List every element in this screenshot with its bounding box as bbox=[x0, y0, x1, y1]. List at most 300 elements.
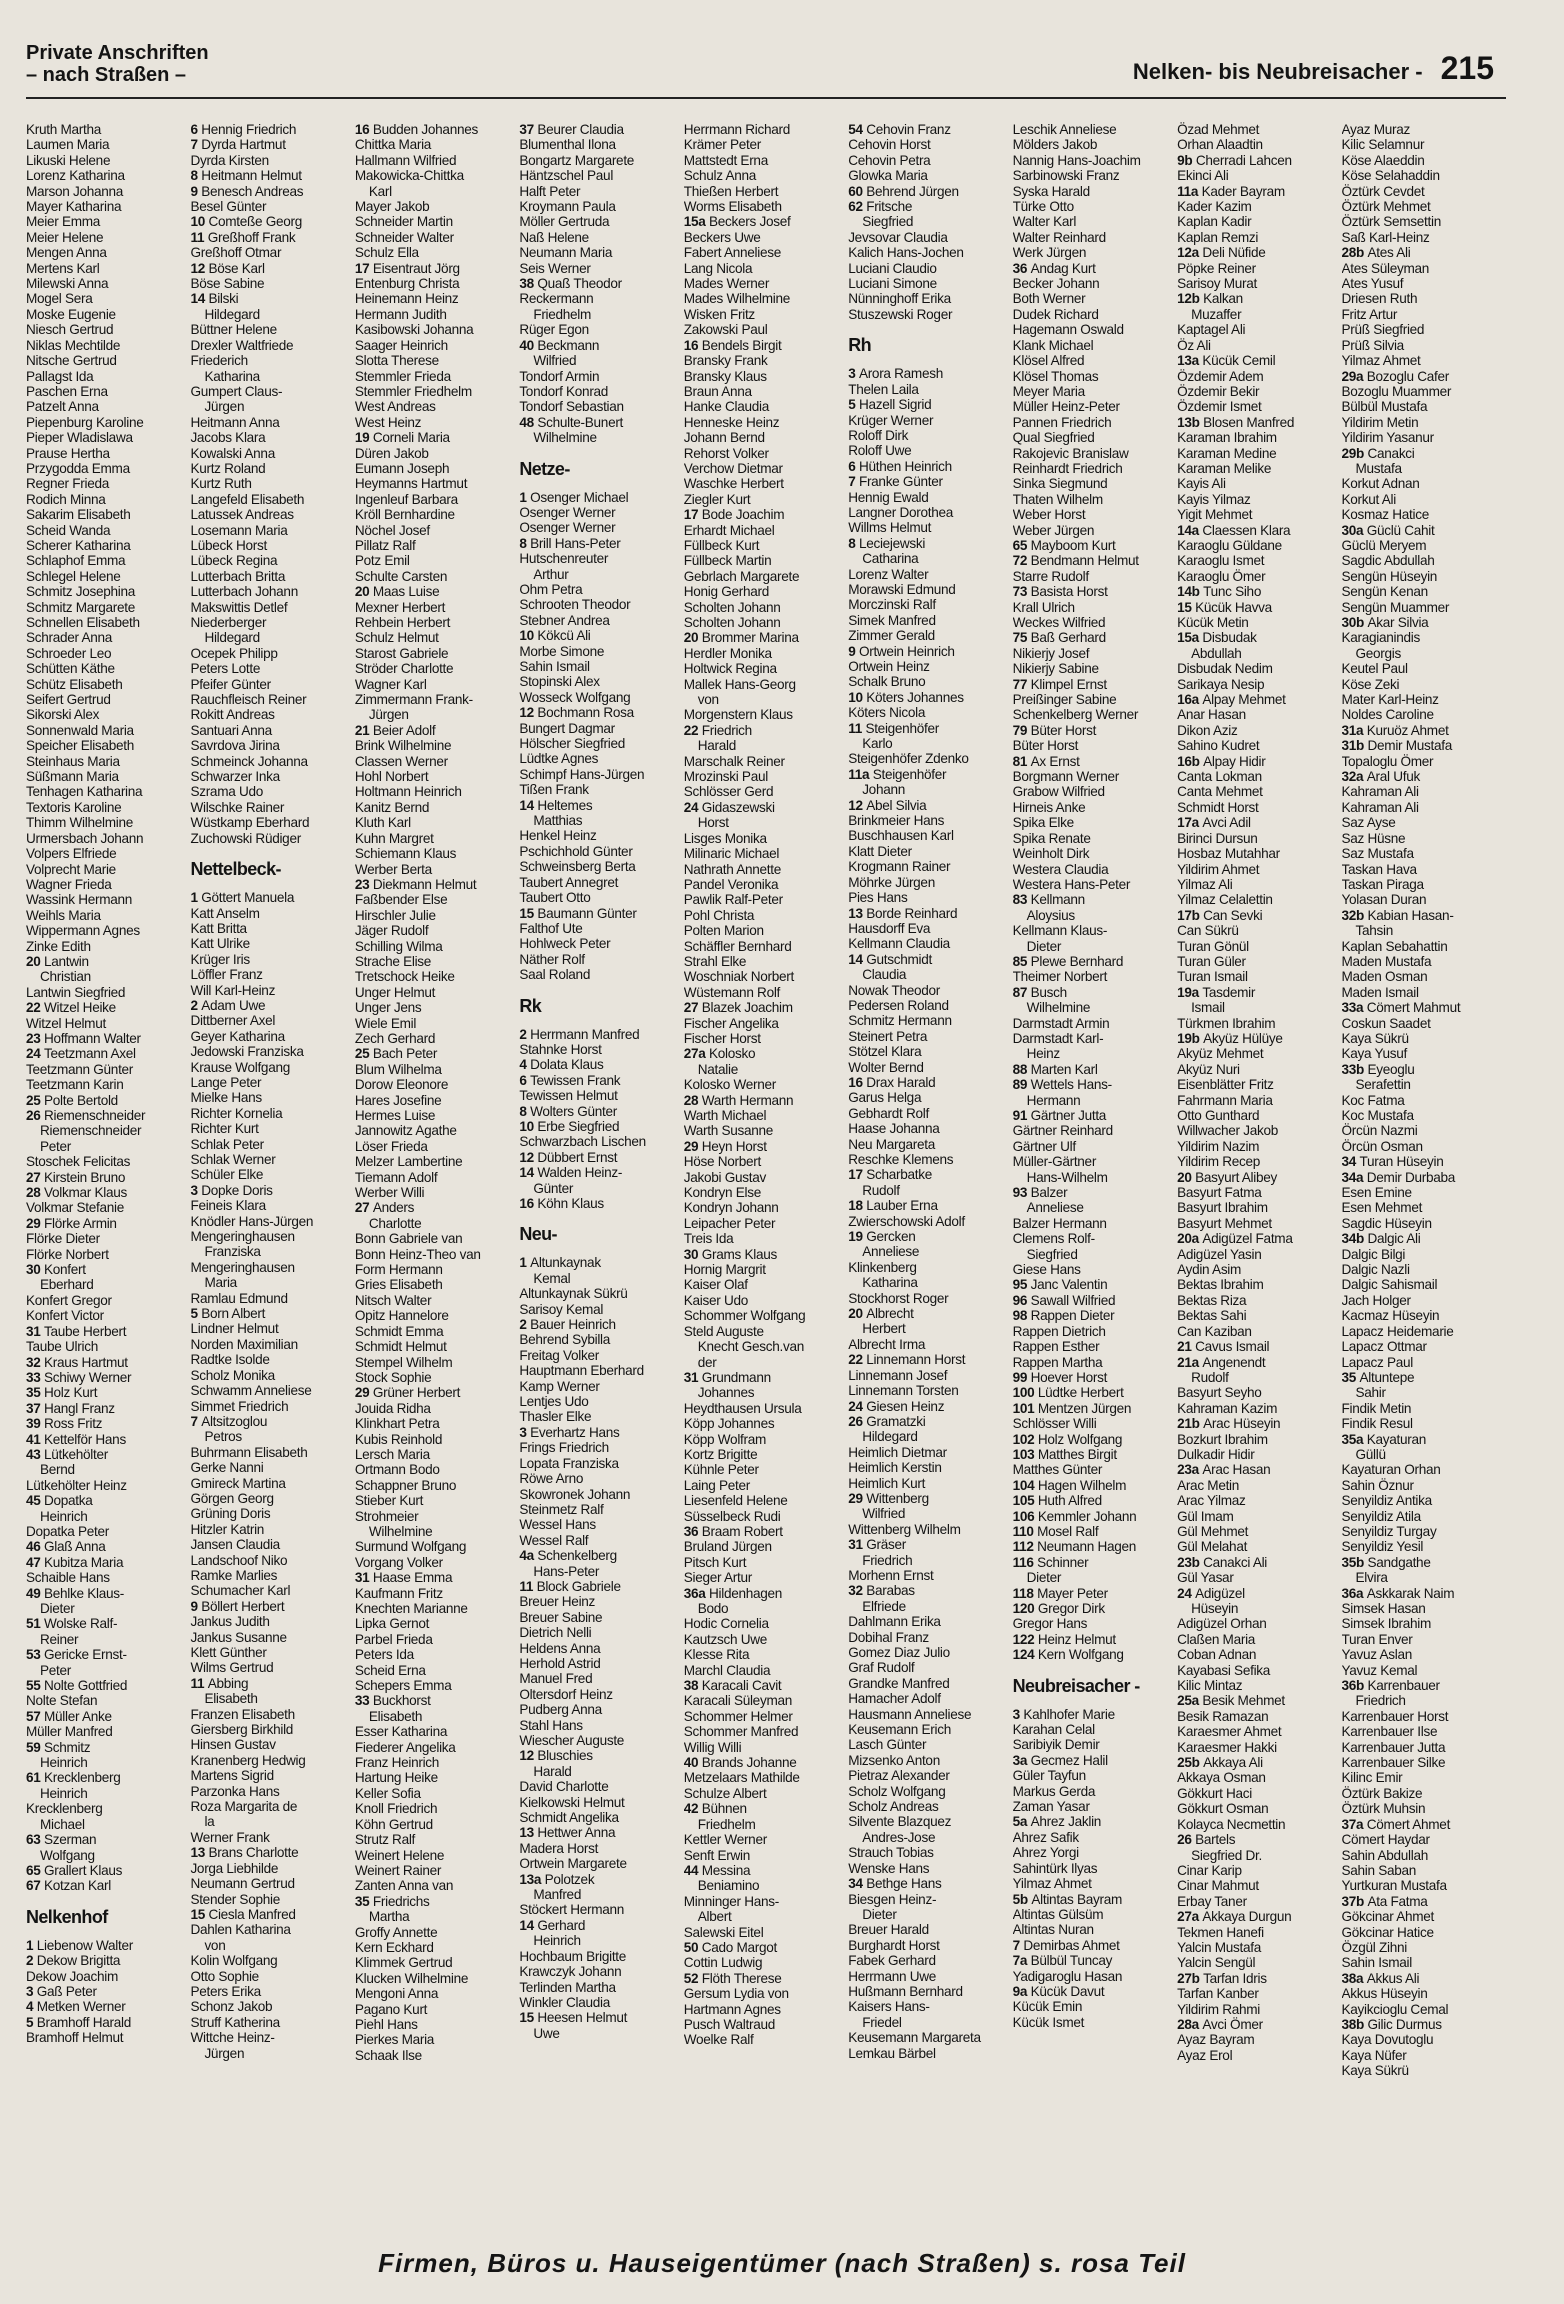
resident-entry: Hutschenreuter bbox=[519, 551, 609, 567]
resident-name: Gercken bbox=[866, 1229, 916, 1245]
house-number: 37a bbox=[1341, 1816, 1367, 1832]
house-number: 8 bbox=[519, 1103, 531, 1119]
resident-entry: Tißen Frank bbox=[519, 782, 589, 798]
directory-columns bbox=[26, 122, 1506, 2162]
resident-entry: Henneske Heinz bbox=[683, 414, 780, 430]
resident-entry: Neumann Gertrud bbox=[190, 1876, 295, 1892]
resident-entry bbox=[1342, 615, 1506, 630]
house-number: 6 bbox=[848, 458, 859, 474]
resident-entry: Scholz Monika bbox=[190, 1367, 275, 1383]
resident-entry: Gries Elisabeth bbox=[354, 1277, 443, 1293]
resident-entry: Przygodda Emma bbox=[26, 460, 130, 476]
resident-name: Brans Charlotte bbox=[208, 1845, 299, 1861]
resident-entry bbox=[26, 1108, 190, 1123]
resident-entry: Claßen Maria bbox=[1177, 1631, 1256, 1647]
resident-entry: Yavuz Aslan bbox=[1341, 1647, 1413, 1663]
resident-entry: Brink Wilhelmine bbox=[354, 738, 452, 754]
resident-entry bbox=[519, 415, 683, 430]
resident-entry: Yalcin Sengül bbox=[1177, 1955, 1256, 1971]
house-number: 40 bbox=[519, 337, 538, 353]
house-number: 30 bbox=[26, 1262, 44, 1278]
house-number: 79 bbox=[1012, 722, 1031, 738]
resident-entry: Stockhorst Roger bbox=[848, 1290, 949, 1306]
house-number: 100 bbox=[1012, 1385, 1038, 1401]
resident-entry: Konfert Gregor bbox=[26, 1292, 112, 1308]
resident-entry: Herrmann Richard bbox=[683, 122, 791, 137]
resident-entry bbox=[355, 1200, 519, 1215]
resident-entry: Silvente Blazquez bbox=[848, 1814, 952, 1830]
resident-entry: Schmitz Margarete bbox=[26, 599, 135, 615]
resident-entry: Marchl Claudia bbox=[683, 1662, 771, 1678]
resident-entry: Richter Kurt bbox=[190, 1121, 259, 1137]
resident-entry: Heimlich Dietmar bbox=[848, 1444, 947, 1460]
resident-entry: Milinaric Michael bbox=[683, 846, 780, 862]
resident-entry bbox=[519, 1104, 683, 1119]
resident-entry: Wenske Hans bbox=[848, 1860, 930, 1876]
resident-entry: Stempel Wilhelm bbox=[354, 1354, 453, 1370]
resident-entry bbox=[1013, 1432, 1177, 1447]
resident-entry: Unger Helmut bbox=[354, 984, 436, 1000]
resident-entry: Steld Auguste bbox=[683, 1323, 764, 1339]
resident-entry: Ortwein Heinz bbox=[848, 659, 930, 674]
resident-entry: Cehovin Petra bbox=[848, 152, 931, 168]
house-number: 91 bbox=[1012, 1108, 1031, 1123]
house-number: 24 bbox=[848, 1398, 867, 1414]
resident-name: Kettelför Hans bbox=[44, 1431, 126, 1447]
resident-entry: Schommer Wolfgang bbox=[683, 1308, 806, 1324]
resident-entry: Altintas Nuran bbox=[1012, 1922, 1094, 1938]
entry-continuation: Franziska bbox=[204, 1244, 261, 1260]
entry-continuation: Elisabeth bbox=[368, 1708, 423, 1724]
resident-entry bbox=[1177, 1755, 1341, 1770]
resident-entry: Özad Mehmet bbox=[1177, 122, 1260, 137]
resident-name: Gericke Ernst- bbox=[44, 1647, 127, 1663]
house-number: 17 bbox=[354, 260, 373, 276]
resident-name: Böse Karl bbox=[208, 260, 265, 276]
resident-entry: Schweinsberg Berta bbox=[519, 859, 636, 875]
resident-entry bbox=[684, 1139, 848, 1154]
house-number: 61 bbox=[26, 1770, 44, 1786]
resident-entry: Sarikaya Nesip bbox=[1177, 676, 1265, 692]
resident-entry: Stoschek Felicitas bbox=[26, 1154, 131, 1170]
entry-continuation: Hans-Wilhelm bbox=[1026, 1169, 1108, 1185]
resident-entry: Makowicka-Chittka bbox=[354, 168, 464, 184]
resident-entry: Blum Wilhelma bbox=[354, 1061, 442, 1077]
directory-column bbox=[1342, 122, 1506, 2162]
house-number: 120 bbox=[1012, 1601, 1038, 1616]
house-number: 89 bbox=[1012, 1077, 1031, 1093]
house-number: 47 bbox=[26, 1554, 44, 1570]
resident-name: Tasdemir bbox=[1202, 984, 1256, 1000]
resident-name: Kotzan Karl bbox=[44, 1878, 111, 1894]
resident-entry bbox=[190, 137, 354, 152]
resident-entry: Sagdic Hüseyin bbox=[1341, 1215, 1432, 1231]
entry-continuation: Uwe bbox=[533, 2025, 560, 2041]
resident-name: Eisentraut Jörg bbox=[372, 260, 460, 276]
resident-entry bbox=[26, 1046, 190, 1061]
resident-entry bbox=[1013, 1524, 1177, 1539]
resident-entry bbox=[684, 1971, 848, 1986]
resident-name: Leciejewski bbox=[858, 535, 926, 551]
resident-entry bbox=[190, 1676, 354, 1691]
resident-entry: Kondryn Else bbox=[683, 1185, 762, 1201]
resident-entry bbox=[684, 1755, 848, 1770]
resident-entry: Hochbaum Brigitte bbox=[519, 1948, 627, 1964]
resident-name: Teetzmann Axel bbox=[44, 1046, 136, 1062]
resident-entry: Kautzsch Uwe bbox=[683, 1631, 768, 1647]
entry-continuation: Hildegard bbox=[204, 306, 260, 322]
resident-entry: Theimer Norbert bbox=[1012, 969, 1108, 985]
resident-name: Mayer Peter bbox=[1037, 1585, 1108, 1601]
resident-entry bbox=[355, 430, 519, 445]
entry-continuation: Wolfgang bbox=[40, 1847, 95, 1863]
resident-entry: Esen Mehmet bbox=[1341, 1200, 1423, 1216]
resident-entry: Kolin Wolfgang bbox=[190, 1953, 278, 1969]
resident-entry: Wüstkamp Eberhard bbox=[190, 815, 310, 831]
resident-name: Balzer bbox=[1030, 1185, 1068, 1201]
entry-continuation: Wilfried bbox=[533, 353, 577, 369]
house-number: 3 bbox=[848, 366, 859, 382]
resident-entry: Schulz Anna bbox=[683, 168, 757, 184]
resident-entry: Leschik Anneliese bbox=[1012, 122, 1117, 137]
resident-name: Osenger Michael bbox=[530, 489, 629, 505]
resident-entry bbox=[684, 723, 848, 738]
house-number: 75 bbox=[1012, 630, 1031, 646]
resident-name: Gidaszewski bbox=[701, 799, 775, 815]
house-number: 41 bbox=[26, 1431, 44, 1447]
resident-entry: Darmstadt Armin bbox=[1012, 1015, 1110, 1031]
resident-entry bbox=[519, 906, 683, 921]
resident-entry: Steinert Petra bbox=[848, 1028, 928, 1044]
resident-entry bbox=[1342, 1062, 1506, 1077]
resident-entry: Witzel Helmut bbox=[26, 1015, 106, 1031]
house-number: 13 bbox=[519, 1825, 538, 1841]
resident-name: Cherradi Lahcen bbox=[1195, 152, 1292, 168]
resident-entry: Köhn Gertrud bbox=[354, 1816, 433, 1832]
resident-entry: Türkmen Ibrahim bbox=[1177, 1015, 1276, 1031]
resident-entry: Bramhoff Helmut bbox=[26, 2030, 124, 2046]
resident-entry: Keusemann Erich bbox=[848, 1722, 951, 1738]
entry-continuation: Petros bbox=[204, 1429, 242, 1445]
resident-entry: Wittenberg Wilhelm bbox=[848, 1521, 961, 1537]
resident-entry bbox=[26, 1999, 190, 2014]
entry-continuation: Wilhelmine bbox=[368, 1523, 433, 1539]
resident-entry: Makswittis Detlef bbox=[190, 599, 288, 615]
resident-name: Beurer Claudia bbox=[537, 122, 624, 137]
resident-entry: Freitag Volker bbox=[519, 1347, 599, 1363]
resident-entry: Schmidt Emma bbox=[354, 1323, 444, 1339]
house-number: 15a bbox=[683, 214, 710, 230]
resident-entry: Nannig Hans-Joachim bbox=[1012, 152, 1141, 168]
resident-name: Hangl Franz bbox=[44, 1400, 115, 1416]
resident-name: Beckmann bbox=[537, 337, 600, 353]
resident-entry: Yildirim Yasanur bbox=[1341, 430, 1434, 446]
resident-entry: Schulz Ella bbox=[354, 245, 419, 261]
resident-entry bbox=[1342, 2017, 1506, 2032]
resident-entry: Rauchfleisch Reiner bbox=[190, 692, 307, 708]
resident-name: Kader Bayram bbox=[1201, 183, 1285, 199]
resident-entry: Basyurt Mehmet bbox=[1177, 1215, 1272, 1231]
resident-entry: Steinmetz Ralf bbox=[519, 1501, 604, 1517]
resident-name: Heitmann Helmut bbox=[201, 168, 302, 184]
resident-entry bbox=[26, 1031, 190, 1046]
resident-entry: Slotta Therese bbox=[354, 353, 439, 369]
resident-entry: Kayis Ali bbox=[1177, 476, 1226, 492]
house-number: 88 bbox=[1012, 1061, 1031, 1077]
resident-entry bbox=[519, 1165, 683, 1180]
resident-entry bbox=[190, 214, 354, 229]
resident-entry: Tekmen Hanefi bbox=[1177, 1924, 1264, 1940]
resident-entry: Gül Imam bbox=[1177, 1508, 1234, 1524]
resident-entry: Akyüz Nuri bbox=[1177, 1061, 1240, 1077]
resident-entry: Schlaphof Emma bbox=[26, 553, 126, 569]
resident-name: Sawall Wilfried bbox=[1030, 1292, 1116, 1308]
resident-name: Walden Heinz- bbox=[537, 1165, 623, 1181]
resident-entry: Peters Erika bbox=[190, 1983, 261, 1999]
resident-name: Barabas bbox=[866, 1583, 915, 1599]
resident-entry bbox=[190, 1599, 354, 1614]
entry-continuation: Horst bbox=[697, 815, 729, 831]
resident-name: Kabian Hasan- bbox=[1367, 907, 1454, 923]
resident-entry bbox=[519, 1150, 683, 1165]
resident-entry: Schumacher Karl bbox=[190, 1583, 291, 1599]
resident-entry: Mayer Jakob bbox=[354, 199, 430, 215]
entry-continuation: Johann bbox=[862, 782, 905, 798]
resident-name: Gramatzki bbox=[866, 1413, 926, 1429]
resident-entry: Schrader Anna bbox=[26, 630, 113, 646]
resident-entry: Möhrke Jürgen bbox=[848, 874, 935, 890]
resident-entry: Drexler Waltfriede bbox=[190, 337, 294, 353]
entry-continuation: Peter bbox=[40, 1662, 71, 1678]
resident-entry: Kilic Mintaz bbox=[1177, 1678, 1243, 1694]
house-number: 45 bbox=[26, 1493, 44, 1509]
resident-entry: Müller Manfred bbox=[26, 1724, 113, 1740]
resident-name: Corneli Maria bbox=[372, 430, 450, 446]
resident-entry: Simek Manfred bbox=[848, 612, 936, 628]
resident-entry: Reckermann bbox=[519, 291, 594, 307]
house-number: 50 bbox=[683, 1939, 702, 1955]
resident-entry: Simsek Hasan bbox=[1341, 1601, 1426, 1616]
resident-entry: Jäger Rudolf bbox=[354, 923, 429, 939]
resident-entry bbox=[848, 721, 1012, 736]
resident-name: Avci Ömer bbox=[1202, 2016, 1263, 2032]
resident-entry: Gumpert Claus- bbox=[190, 383, 283, 399]
resident-name: Alpay Mehmet bbox=[1202, 692, 1286, 708]
resident-entry: Hermann Judith bbox=[354, 306, 447, 322]
resident-entry bbox=[1013, 1447, 1177, 1462]
resident-entry: Gärtner Reinhard bbox=[1012, 1123, 1113, 1139]
resident-entry bbox=[1013, 1632, 1177, 1647]
entry-continuation: Hermann bbox=[1026, 1092, 1081, 1108]
entry-continuation: Abdullah bbox=[1191, 645, 1242, 661]
resident-entry bbox=[190, 122, 354, 137]
resident-entry bbox=[26, 1832, 190, 1847]
resident-entry: Taube Ulrich bbox=[26, 1339, 98, 1355]
resident-entry: Walter Reinhard bbox=[1012, 229, 1106, 245]
resident-entry bbox=[848, 122, 1012, 137]
resident-entry: Dahlen Katharina bbox=[190, 1922, 291, 1938]
resident-name: Altuntepe bbox=[1359, 1369, 1415, 1385]
resident-entry: Disbudak Nedim bbox=[1177, 661, 1273, 677]
entry-continuation: Bernd bbox=[40, 1462, 75, 1478]
entry-continuation: Günter bbox=[533, 1180, 574, 1196]
resident-entry: Lapacz Paul bbox=[1341, 1354, 1414, 1370]
resident-entry: Kern Eckhard bbox=[354, 1939, 434, 1955]
house-number: 63 bbox=[26, 1832, 44, 1848]
resident-entry bbox=[519, 338, 683, 353]
resident-entry: Pieper Wladislawa bbox=[26, 430, 133, 446]
resident-entry: Nowak Theodor bbox=[848, 982, 941, 998]
entry-continuation: Manfred bbox=[533, 1887, 582, 1903]
entry-continuation: Eberhard bbox=[40, 1277, 94, 1293]
resident-entry: Scherer Katharina bbox=[26, 537, 131, 553]
resident-entry: Hausmann Anneliese bbox=[848, 1706, 972, 1722]
resident-entry: Marson Johanna bbox=[26, 183, 124, 199]
resident-entry bbox=[1342, 1000, 1506, 1015]
street-range: Nelken- bis Neubreisacher - bbox=[1132, 59, 1423, 84]
resident-entry bbox=[26, 1432, 190, 1447]
resident-entry: Breuer Heinz bbox=[519, 1594, 596, 1610]
resident-entry: Özdemir Ismet bbox=[1177, 399, 1262, 415]
resident-entry bbox=[848, 1352, 1012, 1367]
house-number: 104 bbox=[1012, 1477, 1038, 1493]
resident-entry: Schroeder Leo bbox=[26, 645, 112, 661]
house-number: 35b bbox=[1341, 1554, 1368, 1570]
resident-entry: Linnemann Torsten bbox=[848, 1383, 959, 1399]
resident-entry: Reinhardt Friedrich bbox=[1012, 460, 1123, 476]
resident-entry: Leipacher Peter bbox=[683, 1215, 776, 1231]
resident-entry: Sengün Hüseyin bbox=[1341, 568, 1438, 584]
resident-entry: Schnellen Elisabeth bbox=[26, 615, 140, 630]
resident-name: Kuruöz Ahmet bbox=[1366, 722, 1449, 738]
resident-entry: Buschhausen Karl bbox=[848, 828, 954, 844]
resident-entry: Klank Michael bbox=[1012, 337, 1094, 353]
resident-entry: Pusch Waltraud bbox=[683, 2016, 775, 2032]
house-number: 101 bbox=[1012, 1400, 1038, 1416]
house-number: 124 bbox=[1012, 1647, 1038, 1663]
house-number: 13a bbox=[519, 1871, 545, 1887]
resident-name: Taube Herbert bbox=[44, 1323, 127, 1339]
house-number: 27 bbox=[26, 1169, 44, 1185]
resident-entry: Örcün Nazmi bbox=[1341, 1123, 1418, 1139]
resident-entry: Weinert Rainer bbox=[354, 1862, 442, 1878]
house-number: 17 bbox=[848, 1167, 867, 1183]
resident-name: Kellmann bbox=[1030, 892, 1085, 908]
resident-entry: Kuhn Margret bbox=[354, 830, 434, 846]
house-number: 1 bbox=[519, 1255, 531, 1271]
resident-entry: Wilms Gertrud bbox=[190, 1660, 274, 1676]
house-number: 31 bbox=[848, 1537, 867, 1553]
resident-entry: Strohmeier bbox=[354, 1508, 419, 1524]
resident-entry bbox=[1177, 1971, 1341, 1986]
resident-entry: Classen Werner bbox=[354, 753, 448, 769]
resident-entry: Linnemann Josef bbox=[848, 1367, 948, 1383]
house-number: 106 bbox=[1012, 1508, 1038, 1524]
resident-name: Bühnen bbox=[701, 1801, 747, 1817]
resident-entry: Driesen Ruth bbox=[1341, 291, 1418, 307]
house-number: 21 bbox=[354, 722, 373, 738]
resident-entry bbox=[1342, 1170, 1506, 1185]
resident-entry: Nitsche Gertrud bbox=[26, 353, 117, 369]
entry-continuation: Wilhelmine bbox=[1026, 1000, 1091, 1016]
resident-entry: Hirschler Julie bbox=[354, 907, 436, 923]
resident-entry: Schütz Elisabeth bbox=[26, 676, 123, 692]
house-number: 7 bbox=[190, 1413, 202, 1429]
resident-entry: Form Hermann bbox=[354, 1262, 443, 1278]
resident-entry: Fischer Horst bbox=[683, 1030, 761, 1046]
resident-entry: Altintas Gülsüm bbox=[1012, 1906, 1104, 1922]
house-number: 46 bbox=[26, 1539, 44, 1555]
house-number: 1 bbox=[190, 890, 202, 906]
house-number: 32b bbox=[1341, 907, 1368, 923]
resident-entry: Mades Werner bbox=[683, 276, 770, 292]
house-number: 2 bbox=[190, 997, 202, 1013]
resident-name: Hennig Friedrich bbox=[201, 122, 297, 137]
house-number: 24 bbox=[26, 1046, 44, 1062]
house-number: 7 bbox=[848, 474, 859, 490]
resident-entry bbox=[26, 1401, 190, 1416]
resident-entry: Örcün Osman bbox=[1341, 1138, 1423, 1154]
resident-entry: Lapacz Ottmar bbox=[1341, 1339, 1427, 1355]
resident-entry: Basyurt Fatma bbox=[1177, 1185, 1262, 1201]
house-number: 15a bbox=[1177, 630, 1203, 646]
entry-continuation: Friedhelm bbox=[697, 1816, 756, 1832]
resident-entry: Savrdova Jirina bbox=[190, 738, 280, 754]
resident-entry: Akkaya Osman bbox=[1177, 1770, 1266, 1786]
house-number: 37 bbox=[519, 122, 538, 137]
resident-entry bbox=[1177, 1832, 1341, 1847]
resident-name: Bauer Heinrich bbox=[530, 1317, 616, 1333]
entry-continuation: Dieter bbox=[862, 1906, 897, 1922]
house-number: 32 bbox=[26, 1354, 44, 1370]
resident-name: Avci Adil bbox=[1202, 815, 1251, 831]
resident-entry: Turan Gönül bbox=[1177, 938, 1249, 954]
house-number: 52 bbox=[683, 1970, 702, 1986]
house-number: 49 bbox=[26, 1585, 44, 1601]
entry-continuation: Anneliese bbox=[1026, 1200, 1084, 1216]
resident-entry: Kruth Martha bbox=[26, 122, 101, 137]
resident-entry: Bonn Heinz-Theo van bbox=[354, 1246, 481, 1262]
resident-entry: Behrend Sybilla bbox=[519, 1332, 611, 1348]
resident-entry: Krause Wolfgang bbox=[190, 1059, 290, 1075]
resident-entry: Hamacher Adolf bbox=[848, 1691, 941, 1707]
resident-name: Büter Horst bbox=[1030, 722, 1097, 738]
resident-entry: Öztürk Mehmet bbox=[1341, 199, 1431, 215]
resident-entry: Ortmann Bodo bbox=[354, 1462, 440, 1478]
resident-entry: Köse Zeki bbox=[1341, 676, 1400, 692]
entry-continuation: Wilhelmine bbox=[533, 430, 597, 446]
resident-entry: Qual Siegfried bbox=[1012, 430, 1095, 446]
resident-entry: Kolayca Necmettin bbox=[1177, 1816, 1286, 1832]
resident-entry: Ahrez Safik bbox=[1012, 1829, 1079, 1845]
resident-entry: Scheid Erna bbox=[354, 1662, 426, 1678]
resident-entry: Saz Ayse bbox=[1341, 815, 1396, 831]
resident-entry: Lutterbach Johann bbox=[190, 584, 298, 600]
resident-entry: Otto Sophie bbox=[190, 1968, 259, 1984]
resident-entry bbox=[1177, 184, 1341, 199]
house-number: 2 bbox=[519, 1317, 531, 1333]
resident-entry: Ramlau Edmund bbox=[190, 1290, 288, 1306]
resident-entry: Norden Maximilian bbox=[190, 1336, 298, 1352]
resident-entry: Koc Fatma bbox=[1341, 1092, 1405, 1108]
resident-entry: Breuer Sabine bbox=[519, 1609, 603, 1625]
resident-entry bbox=[848, 366, 1012, 381]
house-number: 17 bbox=[683, 507, 702, 523]
resident-entry: Süßmann Maria bbox=[26, 769, 119, 785]
resident-entry: Nitsch Walter bbox=[354, 1292, 432, 1308]
resident-entry: Kurtz Roland bbox=[190, 460, 266, 476]
resident-entry: Güclü Meryem bbox=[1341, 537, 1427, 553]
